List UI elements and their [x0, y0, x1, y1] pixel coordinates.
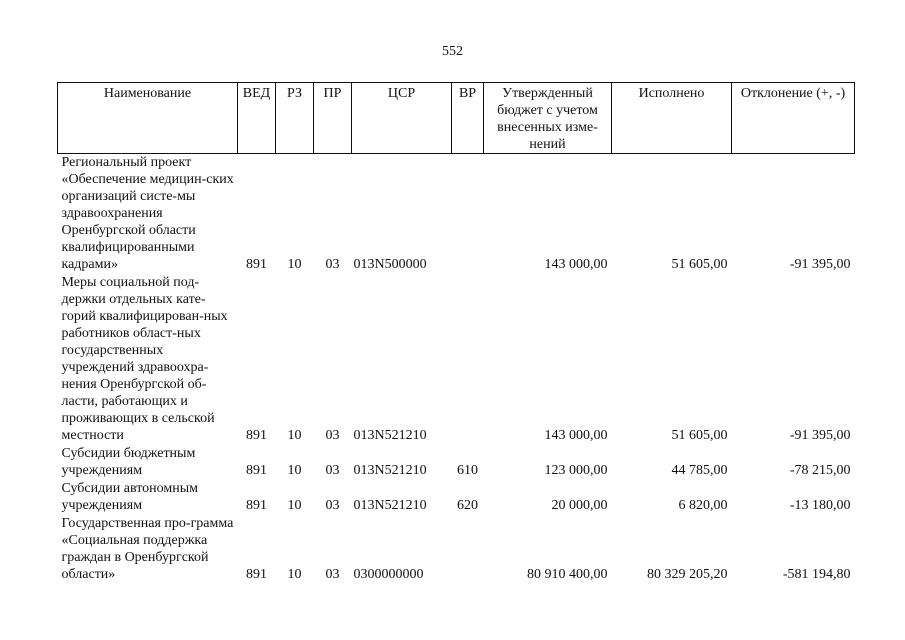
row-ved: 891: [246, 257, 267, 272]
table-row: [58, 480, 855, 515]
row-deviation: -91 395,00: [789, 257, 851, 272]
row-executed: 51 605,00: [671, 257, 728, 272]
row-vr: [452, 515, 484, 584]
row-budget: 143 000,00: [544, 257, 608, 272]
header-name: Наименование: [58, 83, 238, 154]
table-row: [58, 154, 855, 275]
row-rz: 10: [287, 257, 302, 272]
row-deviation: -91 395,00: [789, 428, 851, 443]
row-name: Государственная про-грамма «Социальная поддержка граждан в Оренбургской области»: [61, 516, 234, 582]
row-executed: 44 785,00: [671, 463, 728, 478]
row-vr: 620: [457, 498, 478, 513]
row-csr: 0300000000: [353, 567, 424, 582]
row-vr: [452, 154, 484, 275]
row-budget: 20 000,00: [551, 498, 608, 513]
row-deviation: -13 180,00: [789, 498, 851, 513]
row-pr: 03: [325, 428, 340, 443]
row-deviation: -581 194,80: [782, 567, 851, 582]
header-ved: ВЕД: [238, 83, 276, 154]
row-rz: 10: [287, 428, 302, 443]
table-row: [58, 274, 855, 445]
row-rz: 10: [287, 498, 302, 513]
row-budget: 143 000,00: [544, 428, 608, 443]
row-name: Региональный проект «Обеспечение медицин-ских организаций систе-мы здравоохранения Оренбургской области квалифицированными кадрами»: [61, 155, 234, 272]
row-pr: 03: [325, 257, 340, 272]
page-number: 552: [442, 44, 463, 59]
row-deviation: -78 215,00: [789, 463, 851, 478]
row-budget: 123 000,00: [544, 463, 608, 478]
row-name: Субсидии автономным учреждениям: [61, 481, 198, 513]
row-pr: 03: [325, 498, 340, 513]
row-csr: 013N521210: [353, 498, 427, 513]
row-rz: 10: [287, 463, 302, 478]
row-name: Меры социальной под-держки отдельных катe-горий квалифицирован-ных работников област-ных государственных учреждений здравоохра-нения Оренбургской об-ласти, работающих и проживающих в сельской местности: [61, 275, 228, 443]
row-name: Субсидии бюджетным учреждениям: [61, 446, 196, 478]
table-row: [58, 445, 855, 480]
header-deviation: Отклонение (+, -): [732, 83, 855, 154]
row-ved: 891: [246, 428, 267, 443]
row-rz: 10: [287, 567, 302, 582]
row-pr: 03: [325, 567, 340, 582]
row-executed: 80 329 205,20: [647, 567, 728, 582]
header-csr: ЦСР: [352, 83, 452, 154]
header-pr: ПР: [314, 83, 352, 154]
row-ved: 891: [246, 567, 267, 582]
table-row: [58, 515, 855, 584]
row-csr: 013N521210: [353, 428, 427, 443]
header-executed: Исполнено: [612, 83, 732, 154]
table-header-row: [58, 83, 855, 154]
row-csr: 013N500000: [353, 257, 427, 272]
row-pr: 03: [325, 463, 340, 478]
row-vr: [452, 274, 484, 445]
row-vr: 610: [457, 463, 478, 478]
row-csr: 013N521210: [353, 463, 427, 478]
row-executed: 6 820,00: [678, 498, 728, 513]
header-vr: ВР: [452, 83, 484, 154]
row-ved: 891: [246, 498, 267, 513]
budget-table: [57, 82, 855, 584]
header-budget: Утвержденный бюджет с учетом внесенных изме-нений: [484, 83, 612, 154]
row-ved: 891: [246, 463, 267, 478]
row-budget: 80 910 400,00: [527, 567, 608, 582]
row-executed: 51 605,00: [671, 428, 728, 443]
header-rz: РЗ: [276, 83, 314, 154]
